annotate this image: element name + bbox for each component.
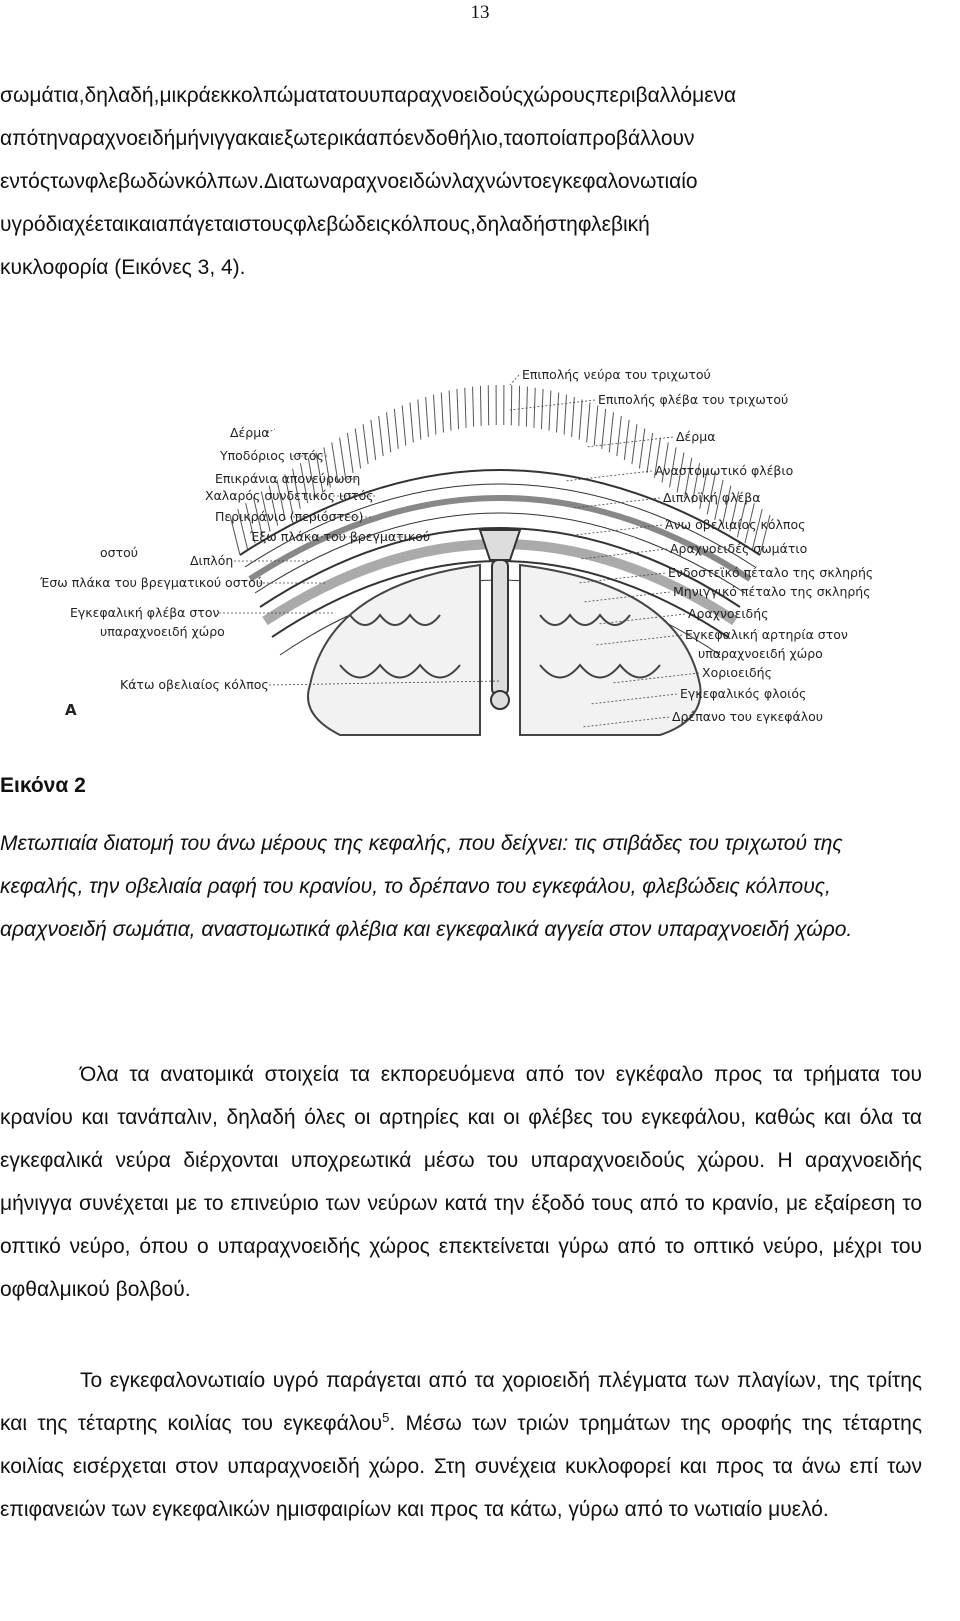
figure-label-left: Περικράνιο (περιόστεο) (215, 509, 364, 524)
leader-line (565, 471, 652, 481)
scalp-cross-section-illustration (40, 355, 940, 755)
figure-label-right: Επιπολής φλέβα του τριχωτού (598, 392, 789, 407)
figure-label-right: Δέρμα (676, 429, 716, 444)
figure-label-left: Επικράνια απονεύρωση (215, 471, 361, 486)
figure-label-right: Ενδοστεϊκό πέταλο της σκληρής (668, 565, 874, 580)
figure-label-right: Εγκεφαλική αρτηρία στον (685, 627, 848, 642)
paragraph-2: Όλα τα ανατομικά στοιχεία τα εκπορευόμενα από τον εγκέφαλο προς τα τρήματα του κρανίου και τανάπαλιν, δηλαδή όλες οι αρτηρίες και οι φλέβες του εγκεφάλου, καθώς και όλα τα εγκεφαλικά νεύρα διέρχονται υποχρεωτικά μέσω του υπαραχνοειδούς χώρου. Η αραχνοειδής μήνιγγα συνέχεται με το επινεύριο των νεύρων κατά την έξοδό τους από το κρανίο, με εξαίρεση το οπτικό νεύρο, όπου ο υπαραχνοειδής χώρος επεκτείνεται γύρω από το οπτικό νεύρο, μέχρι του οφθαλμικού βολβού. (0, 1063, 922, 1301)
figure-label-right: Μηνιγγικό πέταλο της σκληρής (673, 584, 871, 599)
leader-line (510, 375, 519, 385)
figure-label-right: Χοριοειδής (702, 665, 772, 680)
figure-caption-title: Εικόνα 2 (0, 774, 86, 797)
footnote-ref: 5 (382, 1410, 390, 1425)
figure-label-left: Χαλαρός συνδετικός ιστός (205, 488, 374, 503)
page-number: 13 (470, 2, 490, 23)
paragraph-1 (0, 74, 922, 289)
paragraph-1-line: απότηναραχνοειδήμήνιγγακαιεξωτερικάαπόενδοθήλιο,ταοποίαπροβάλλουν (0, 127, 695, 150)
figure-label-left: Κάτω οβελιαίος κόλπος (120, 677, 269, 692)
figure-label-right: Εγκεφαλικός φλοιός (680, 686, 807, 701)
leader-line (575, 525, 662, 535)
figure-label-right: Αραχνοειδές σωμάτιο (670, 541, 808, 556)
paragraph-1-line: υγρόδιαχέεταικαιαπάγεταιστουςφλεβώδειςκόλπους,δηλαδήστηφλεβική (0, 213, 650, 236)
paragraph-3 (0, 1359, 922, 1531)
paragraph-1-line: εντόςτωνφλεβωδώνκόλπων.Διατωναραχνοειδώνλαχνώντοεγκεφαλονωτιαίο (0, 170, 698, 193)
figure-label-left: Δέρμα (230, 425, 270, 440)
figure-label-right: Αραχνοειδής (688, 606, 769, 621)
paragraph-1-line: σωμάτια,δηλαδή,μικράεκκολπώματατουυπαραχνοειδούςχώρουςπεριβαλλόμενα (0, 84, 737, 107)
figure-label-right: Άνω οβελιαίος κόλπος (665, 517, 806, 532)
figure-label-right: Διπλοϊκή φλέβα (663, 490, 761, 505)
paragraph-1-line: κυκλοφορία (Εικόνες 3, 4). (0, 256, 246, 279)
figure-label-left: οστού (100, 545, 138, 560)
figure-label-right: Επιπολής νεύρα του τριχωτού (522, 367, 711, 382)
figure-label-left: Εγκεφαλική φλέβα στον (70, 605, 220, 620)
anatomy-figure (40, 355, 940, 755)
figure-label-left: Υποδόριος ιστός (220, 448, 324, 463)
figure-caption-text: Μετωπιαία διατομή του άνω μέρους της κεφαλής, που δείχνει: τις στιβάδες του τριχωτού της κεφαλής, την οβελιαία ραφή του κρανίου, το δρέπανο του εγκεφάλου, φλεβώδεις κόλπους, αραχνοειδή σωμάτια, αναστομωτικά φλέβια και εγκεφαλικά αγγεία στον υπαραχνοειδή χώρο. (0, 832, 853, 941)
figure-label-right: υπαραχνοειδή χώρο (698, 646, 823, 661)
figure-panel-letter: A (65, 701, 77, 719)
figure-label-right: Δρέπανο του εγκεφάλου (672, 709, 824, 724)
figure-label-left: Έξω πλάκα του βρεγματικού (250, 529, 431, 544)
figure-label-left: Έσω πλάκα του βρεγματικού οστού (40, 575, 264, 590)
figure-label-right: Αναστομωτικό φλέβιο (655, 463, 794, 478)
figure-label-left: υπαραχνοειδή χώρο (100, 624, 225, 639)
paragraph-3-text-a: Το εγκεφαλονωτιαίο υγρό παράγεται από τα χοριοειδή πλέγματα των πλαγίων, της τρίτης και της τέταρτης κοιλίας του εγκεφάλου (0, 1369, 922, 1435)
paragraph-3-text-b: . Μέσω των τριών τρημάτων της οροφής της τέταρτης κοιλίας εισέρχεται στον υπαραχνοειδή χώρο. Στη συνέχεια κυκλοφορεί και προς τα άνω επί των επιφανειών των εγκεφαλικών ημισφαιρίων και προς τα κάτω, γύρω από το νωτιαίο μυελό. (0, 1412, 922, 1521)
figure-label-left: Διπλόη (190, 553, 234, 568)
